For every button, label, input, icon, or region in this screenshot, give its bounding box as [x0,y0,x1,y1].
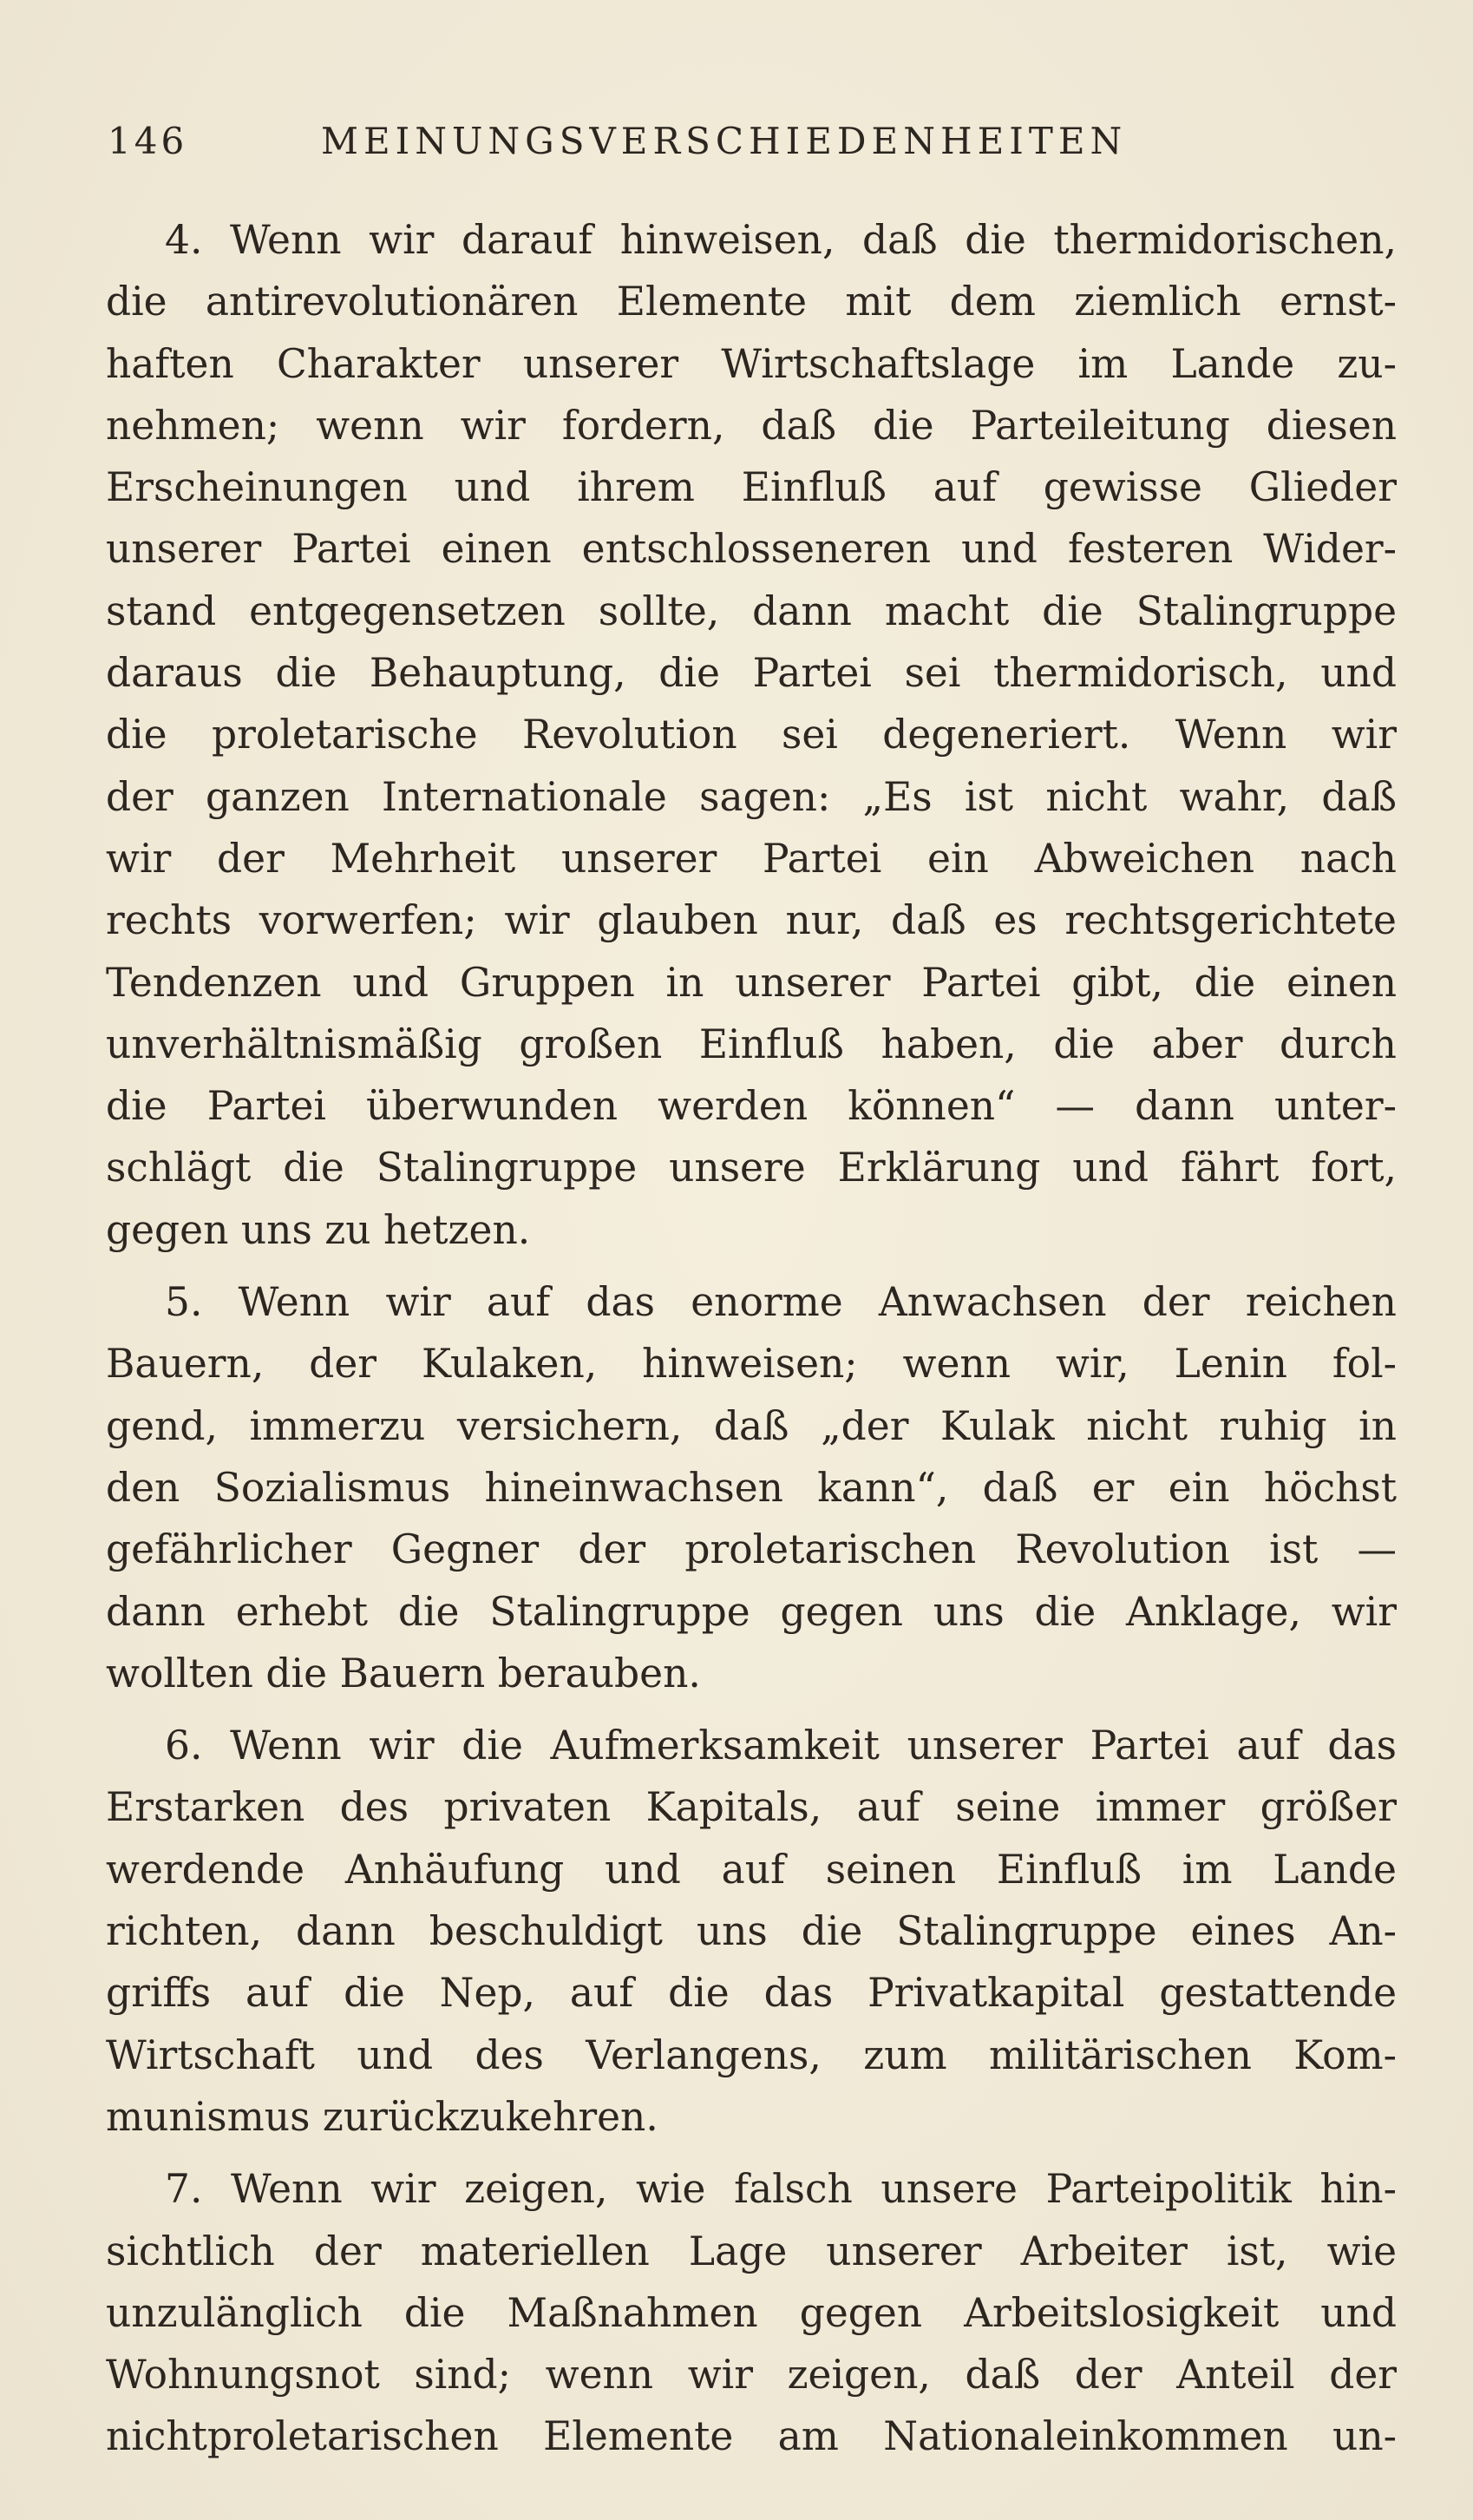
text-line: gend, immerzu versichern, daß „der Kulak nicht ruhig in [106,1402,1397,1449]
text-line: munismus zurückzukehren. [106,2093,658,2140]
paragraph [106,1715,1397,2148]
text-line: gegen uns zu hetzen. [106,1206,531,1253]
text-line: der ganzen Internationale sagen: „Es ist nicht wahr, daß [106,773,1397,820]
text-line: werdende Anhäufung und auf seinen Einfluß im Lande [106,1846,1397,1893]
text-line: nichtproletarischen Elemente am Nationaleinkommen un- [106,2413,1397,2460]
text-line: griffs auf die Nep, auf die das Privatkapital gestattende [106,1970,1397,2017]
text-line: schlägt die Stalingruppe unsere Erklärung und fährt fort, [106,1145,1397,1191]
paragraph [106,1271,1397,1704]
text-line: daraus die Behauptung, die Partei sei thermidorisch, und [106,650,1397,697]
text-line: richten, dann beschuldigt uns die Stalingruppe eines An- [106,1908,1397,1955]
text-line: haften Charakter unserer Wirtschaftslage im Lande zu- [106,340,1397,387]
page-number: 146 [108,120,188,162]
text-line: die Partei überwunden werden können“ — dann unter- [106,1083,1397,1130]
text-line: dann erhebt die Stalingruppe gegen uns die Anklage, wir [106,1588,1397,1635]
text-line: Erscheinungen und ihrem Einfluß auf gewisse Glieder [106,464,1397,511]
paragraph [106,209,1397,1261]
text-line: rechts vorwerfen; wir glauben nur, daß es rechtsgerichtete [106,897,1397,944]
text-line: wollten die Bauern berauben. [106,1650,701,1696]
text-line: sichtlich der materiellen Lage unserer Arbeiter ist, wie [106,2228,1397,2274]
text-line: Bauern, der Kulaken, hinweisen; wenn wir, Lenin fol- [106,1341,1397,1388]
text-line: unserer Partei einen entschlosseneren und festeren Wider- [106,526,1397,573]
body-text [106,209,1397,2468]
text-line: stand entgegensetzen sollte, dann macht die Stalingruppe [106,587,1397,634]
running-title: MEINUNGSVERSCHIEDENHEITEN [321,120,1128,162]
text-line: unzulänglich die Maßnahmen gegen Arbeitslosigkeit und [106,2289,1397,2336]
text-line: wir der Mehrheit unserer Partei ein Abweichen nach [106,835,1397,882]
running-head [108,111,1409,172]
text-line: die proletarische Revolution sei degeneriert. Wenn wir [106,712,1397,758]
paragraph [106,2158,1397,2467]
text-line: Tendenzen und Gruppen in unserer Partei gibt, die einen [106,959,1397,1006]
text-line: Wirtschaft und des Verlangens, zum militärischen Kom- [106,2031,1397,2078]
text-line: Wohnungsnot sind; wenn wir zeigen, daß der Anteil der [106,2352,1397,2399]
text-line: unverhältnismäßig großen Einfluß haben, die aber durch [106,1020,1397,1067]
text-line: 5. Wenn wir auf das enorme Anwachsen der reichen [165,1279,1397,1326]
text-line: 4. Wenn wir darauf hinweisen, daß die thermidorischen, [165,217,1397,263]
text-line: gefährlicher Gegner der proletarischen Revolution ist — [106,1526,1397,1573]
text-line: die antirevolutionären Elemente mit dem ziemlich ernst- [106,279,1397,325]
text-line: 7. Wenn wir zeigen, wie falsch unsere Parteipolitik hin- [165,2166,1397,2213]
text-line: Erstarken des privaten Kapitals, auf seine immer größer [106,1784,1397,1831]
text-line: nehmen; wenn wir fordern, daß die Parteileitung diesen [106,402,1397,449]
text-line: den Sozialismus hineinwachsen kann“, daß er ein höchst [106,1464,1397,1511]
text-line: 6. Wenn wir die Aufmerksamkeit unserer Partei auf das [165,1723,1397,1769]
